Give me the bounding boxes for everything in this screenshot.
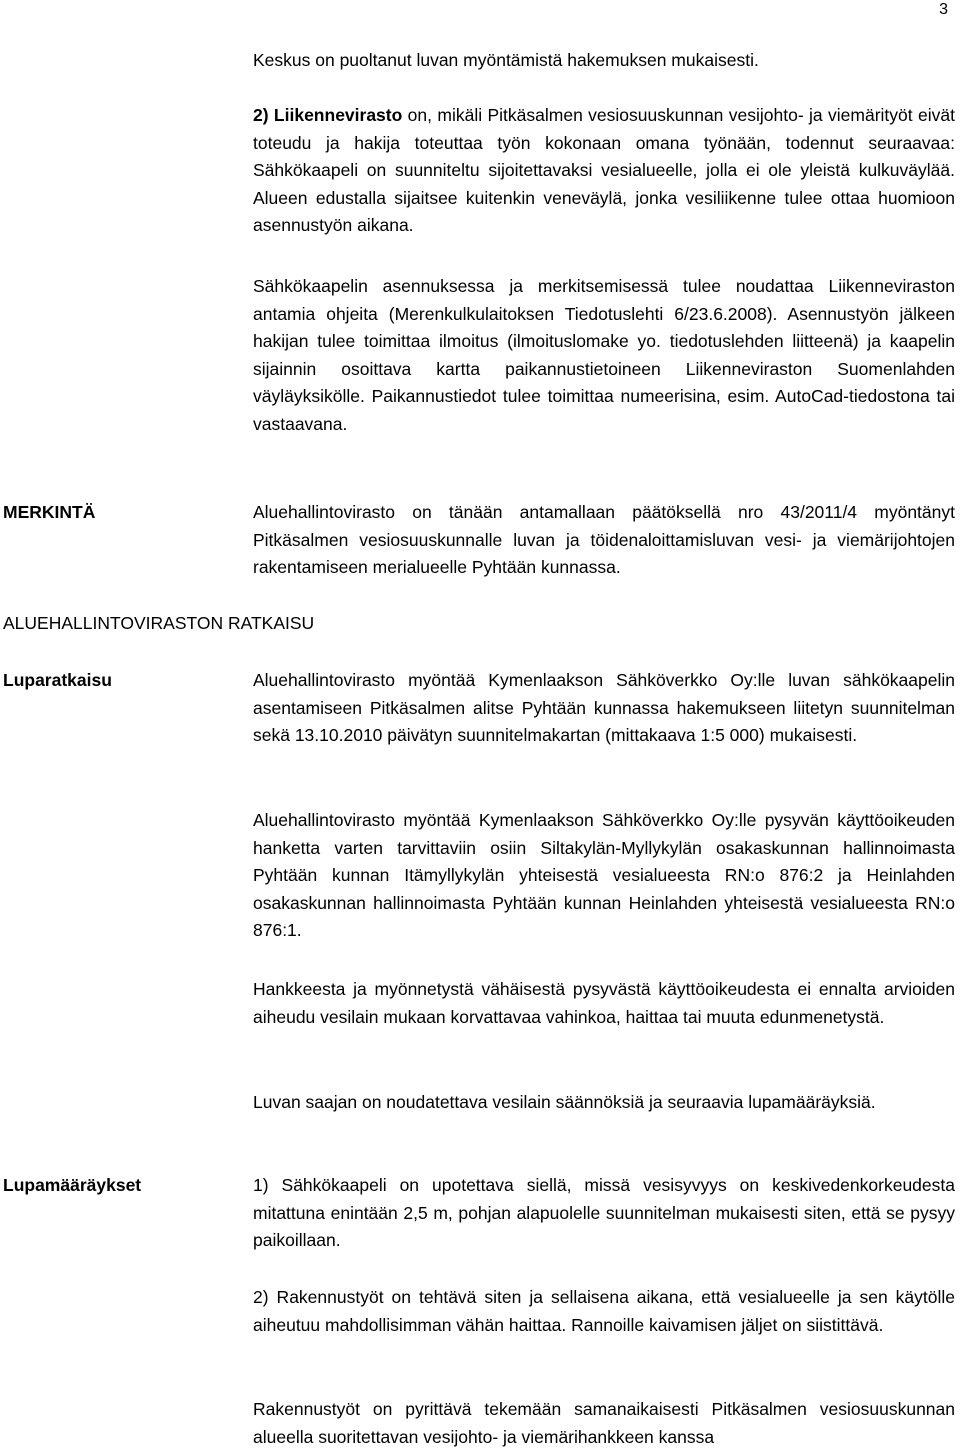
merkinta-text: Aluehallintovirasto on tänään antamallaan päätöksellä nro 43/2011/4 myöntänyt Pitkäsalmen vesiosuuskunnalle luvan ja töidenaloittamisluvan vesi- ja viemärijohtojen rakentamiseen merialueelle Pyhtään kunnassa. — [253, 502, 955, 578]
luparatkaisu-paragraph-2: Aluehallintovirasto myöntää Kymenlaakson Sähköverkko Oy:lle pysyvän käyttöoikeuden hanketta varten tarvittaviin osiin Siltakylän-Myllykylän osakaskunnan hallinnoimasta Pyhtään kunnan Itämyllykylän yhteisestä vesialueesta RN:o 876:2 ja Heinlahden osakaskunnan hallinnoimasta Pyhtään kunnan Heinlahden yhteisestä vesialueesta RN:o 876:1. — [253, 810, 955, 941]
liikennevirasto-bold-label: 2) Liikennevirasto — [253, 105, 403, 125]
section-heading-ratkaisu: ALUEHALLINTOVIRASTON RATKAISU — [3, 613, 315, 633]
lupamaaraykset-label: Lupamääräykset — [3, 1175, 142, 1195]
paragraph-liikennevirasto — [253, 102, 955, 240]
merkinta-label: MERKINTÄ — [3, 502, 96, 522]
lupamaarays-2: 2) Rakennustyöt on tehtävä siten ja sellaisena aikana, että vesialueelle ja sen käytölle aiheutuu mahdollisimman vähän haittaa. Rannoille kaivamisen jäljet on siistittävä. — [253, 1287, 955, 1335]
liikennevirasto-text: on, mikäli Pitkäsalmen vesiosuuskunnan vesijohto- ja viemärityöt eivät toteudu ja hakija toteuttaa työn kokonaan omana työnään, todennut seuraavaa: Sähkökaapeli on suunniteltu sijoitettavaksi vesialueelle, jolla ei ole yleistä kulkuväylää. Alueen edustalla sijaitsee kuitenkin veneväylä, jonka vesiliikenne tulee ottaa huomioon asennustyön aikana. — [253, 105, 955, 236]
lupamaarays-1: 1) Sähkökaapeli on upotettava siellä, missä vesisyvyys on keskivedenkorkeudesta mitattuna enintään 2,5 m, pohjan alapuolelle suunnitelman mukaisesti siten, että se pysyy paikoillaan. — [253, 1175, 955, 1251]
paragraph-keskus: Keskus on puoltanut luvan myöntämistä hakemuksen mukaisesti. — [253, 50, 759, 70]
luparatkaisu-paragraph-3: Hankkeesta ja myönnetystä vähäisestä pysyvästä käyttöoikeudesta ei ennalta arvioiden aiheudu vesilain mukaan korvattavaa vahinkoa, haittaa tai muuta edunmenetystä. — [253, 979, 955, 1027]
luparatkaisu-label: Luparatkaisu — [3, 670, 112, 690]
lupamaarays-3: Rakennustyöt on pyrittävä tekemään samanaikaisesti Pitkäsalmen vesiosuuskunnan alueella suoritettavan vesijohto- ja viemärihankkeen kanssa — [253, 1399, 955, 1447]
luparatkaisu-paragraph-1: Aluehallintovirasto myöntää Kymenlaakson Sähköverkko Oy:lle luvan sähkökaapelin asentamiseen Pitkäsalmen alitse Pyhtään kunnassa hakemukseen liitetyn suunnitelman sekä 13.10.2010 päivätyn suunnitelmakartan (mittakaava 1:5 000) mukaisesti. — [253, 670, 955, 746]
luparatkaisu-paragraph-4: Luvan saajan on noudatettava vesilain säännöksiä ja seuraavia lupamääräyksiä. — [253, 1092, 876, 1112]
paragraph-installation-instructions: Sähkökaapelin asennuksessa ja merkitsemisessä tulee noudattaa Liikenneviraston antamia ohjeita (Merenkulkulaitoksen Tiedotuslehti 6/23.6.2008). Asennustyön jälkeen hakijan tulee toimittaa ilmoitus (ilmoituslomake yo. tiedotuslehden liitteenä) ja kaapelin sijainnin osoittava kartta paikannustietoineen Liikenneviraston Suomenlahden väyläyksikölle. Paikannustiedot tulee toimittaa numeerisina, esim. AutoCad-tiedostona tai vastaavana. — [253, 276, 955, 434]
page-number: 3 — [939, 1, 948, 18]
